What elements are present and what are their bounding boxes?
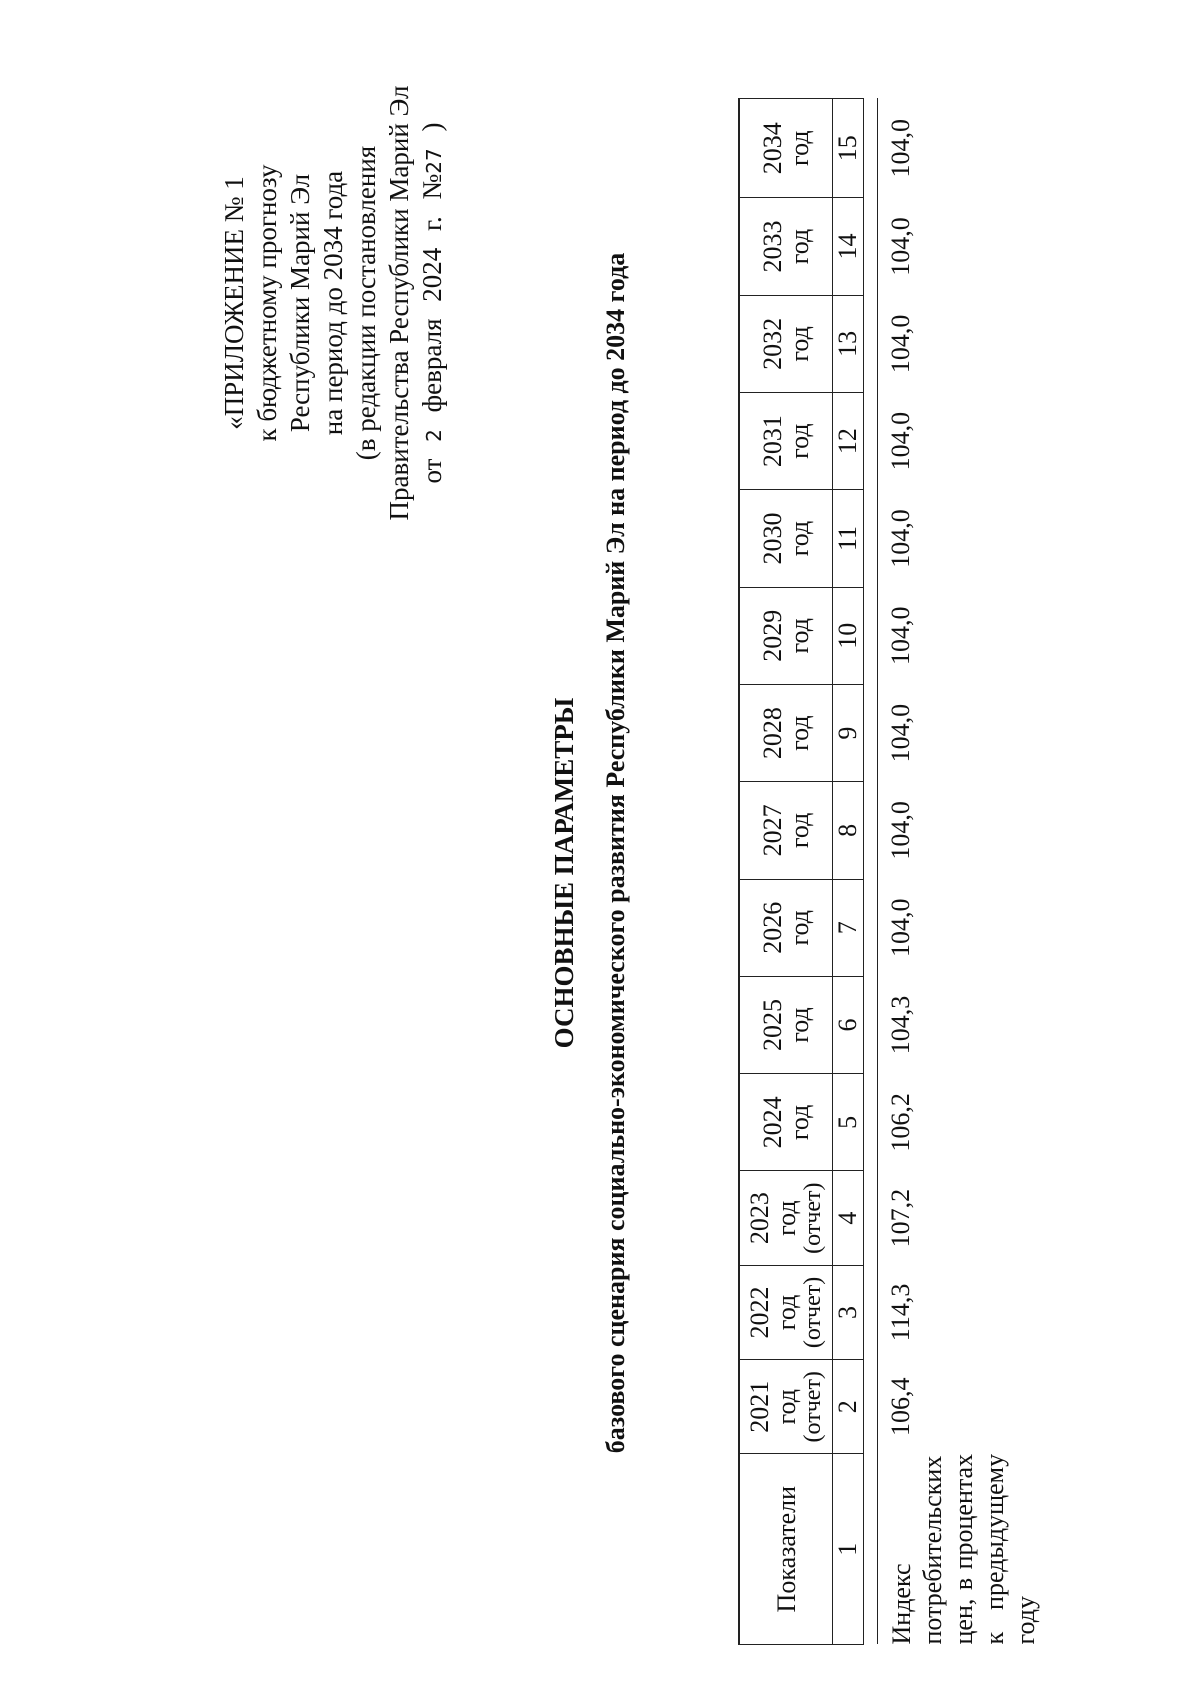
- row-label-line: потребительских: [918, 1455, 947, 1645]
- appendix-line: Правительства Республики Марий Эл: [384, 85, 414, 521]
- column-number-cell: 3: [833, 1265, 864, 1359]
- row-label-line: цен, в процентах: [949, 1453, 978, 1645]
- year-header-year: 2021: [744, 1380, 774, 1433]
- year-header-cell: [739, 99, 833, 198]
- year-header-year: 2030: [758, 512, 787, 565]
- year-header-cell: [739, 587, 833, 684]
- year-header-unit: год: [785, 715, 814, 751]
- column-number-cell: 13: [833, 295, 864, 392]
- date-number: 27: [422, 148, 446, 174]
- document-title: ОСНОВНЫЕ ПАРАМЕТРЫ: [549, 697, 579, 1049]
- appendix-line: к бюджетному прогнозу: [252, 164, 282, 442]
- column-number-cell: 8: [833, 782, 864, 879]
- year-header-unit: год: [785, 130, 814, 166]
- subtitle-main: базового сценария социально-экономического развития Республики Марий Эл на период до: [601, 367, 630, 1454]
- value-cell: 104,0: [886, 703, 915, 763]
- year-header-year: 2033: [758, 220, 787, 273]
- column-number-cell: 7: [833, 879, 864, 976]
- header-numbers-row: [833, 99, 864, 1645]
- year-header-cell: [739, 1171, 833, 1265]
- value-cell: 104,0: [886, 217, 915, 276]
- year-header-cell: [739, 295, 833, 392]
- year-header-unit: год: [785, 228, 814, 265]
- year-header-unit: год: [785, 812, 814, 849]
- year-header-unit: год: [785, 618, 814, 654]
- year-header-cell: [739, 1074, 833, 1171]
- year-header-unit: год: [785, 1104, 814, 1141]
- year-header-year: 2025: [758, 999, 787, 1052]
- year-header-unit: год: [785, 423, 814, 459]
- column-number-cell: 4: [833, 1171, 864, 1265]
- value-cell: 104,0: [886, 801, 915, 860]
- year-header-cell: [739, 393, 833, 490]
- value-cell: 104,0: [886, 411, 915, 471]
- year-header-cell: [739, 684, 833, 781]
- value-cell: 104,0: [886, 314, 915, 374]
- year-header-unit: год: [785, 520, 814, 557]
- value-cell: 107,2: [886, 1188, 915, 1248]
- column-number-cell: 9: [833, 684, 864, 781]
- table-spacer: [864, 99, 878, 1645]
- subtitle-year: 2034 года: [601, 252, 630, 361]
- appendix-line: на период до 2034 года: [318, 170, 348, 436]
- value-cell: 104,0: [886, 118, 915, 178]
- column-number-cell: 12: [833, 393, 864, 490]
- value-cell: 106,4: [886, 1377, 915, 1436]
- year-header-year: 2031: [758, 415, 787, 468]
- header-label-cell: Показатели: [739, 1454, 833, 1645]
- year-header-unit: год: [785, 1007, 814, 1043]
- date-day: 2: [422, 429, 446, 442]
- appendix-line: «ПРИЛОЖЕНИЕ № 1: [219, 176, 249, 430]
- year-header-cell: [739, 782, 833, 879]
- date-prefix: от: [417, 458, 447, 484]
- header-years-row: [739, 99, 833, 1645]
- date-close: ): [417, 122, 447, 132]
- year-header-year: 2023: [744, 1192, 774, 1245]
- value-cell: 104,0: [886, 898, 915, 957]
- column-number-cell: 6: [833, 976, 864, 1073]
- year-header-cell: [739, 1265, 833, 1359]
- year-header-year: 2029: [758, 609, 787, 662]
- appendix-line: Республики Марий Эл: [285, 173, 315, 433]
- year-header-year: 2027: [758, 804, 787, 857]
- row-label-cell: [878, 1454, 1041, 1645]
- year-header-note: (отчет): [799, 1371, 826, 1443]
- column-number-cell: 15: [833, 99, 864, 198]
- year-header-year: 2026: [758, 901, 787, 954]
- year-header-cell: [739, 976, 833, 1073]
- year-header-cell: [739, 198, 833, 295]
- year-header-year: 2024: [758, 1096, 787, 1149]
- column-number-cell: 10: [833, 587, 864, 684]
- year-header-year: 2032: [758, 317, 787, 370]
- column-number-cell: 5: [833, 1074, 864, 1171]
- year-header-year: 2022: [744, 1286, 774, 1339]
- year-header-note: (отчет): [799, 1182, 826, 1254]
- appendix-block: [218, 23, 451, 583]
- column-number-cell: 14: [833, 198, 864, 295]
- value-cell: 104,0: [886, 606, 915, 666]
- value-cell: 114,3: [886, 1283, 915, 1342]
- row-label-line: Индекс: [887, 1563, 916, 1645]
- year-header-year: 2028: [758, 707, 787, 760]
- column-number-cell: 11: [833, 490, 864, 587]
- year-header-unit: год: [785, 326, 814, 362]
- year-header-cell: [739, 879, 833, 976]
- year-header-cell: [739, 1360, 833, 1454]
- value-cell: 106,2: [886, 1093, 915, 1152]
- appendix-line: (в редакции постановления: [351, 145, 381, 461]
- value-cell: 104,3: [886, 995, 915, 1055]
- year-header-unit: год: [785, 909, 814, 946]
- column-number-cell: 2: [833, 1360, 864, 1454]
- row-label-line: году: [1011, 1596, 1040, 1645]
- year-header-cell: [739, 490, 833, 587]
- year-header-year: 2034: [758, 122, 787, 175]
- year-header-unit: год: [771, 1294, 801, 1331]
- column-number-cell: 1: [833, 1454, 864, 1645]
- year-header-note: (отчет): [799, 1276, 826, 1349]
- year-header-unit: год: [771, 1200, 801, 1236]
- value-cell: 104,0: [886, 509, 915, 568]
- appendix-date-line: [416, 23, 451, 583]
- table-row: [878, 99, 1041, 1645]
- date-text: февраля 2024 г. №: [417, 173, 447, 413]
- year-header-unit: год: [771, 1389, 801, 1425]
- parameters-table: [738, 98, 1041, 1645]
- row-label-line: к предыдущему: [980, 1453, 1009, 1645]
- document-subtitle: [601, 73, 631, 1633]
